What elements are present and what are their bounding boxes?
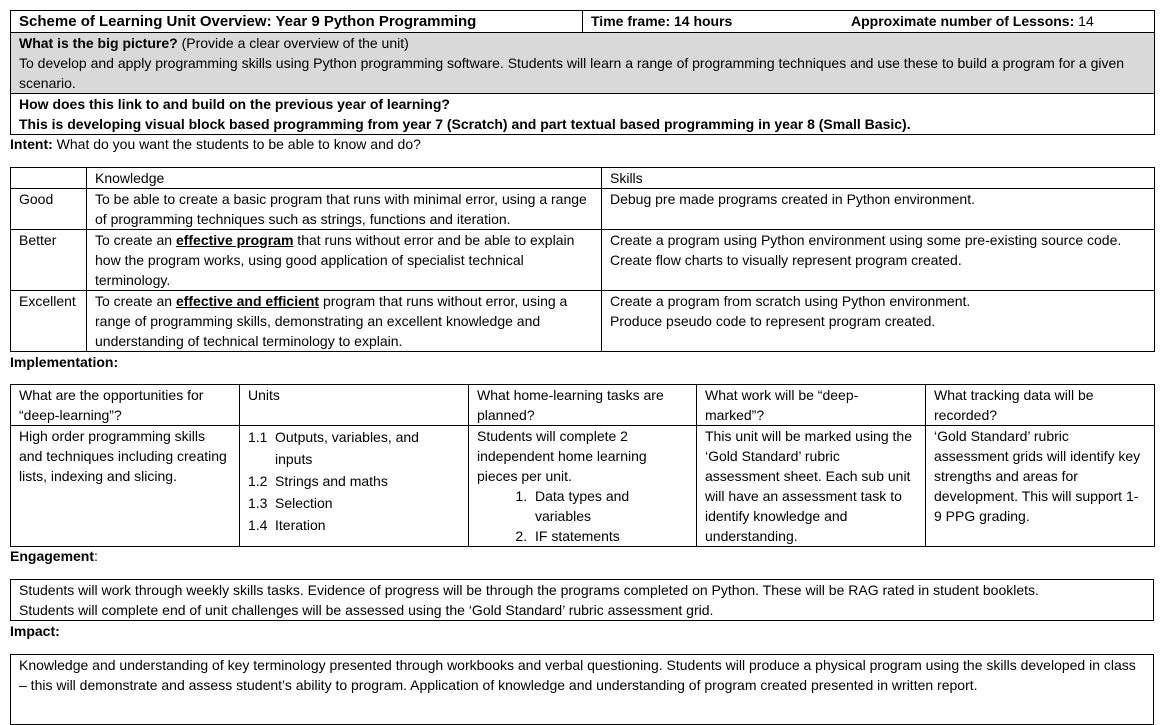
previous-question: How does this link to and build on the previous year of learning? xyxy=(19,96,450,112)
big-picture-cell xyxy=(11,33,1155,94)
previous-learning-cell xyxy=(11,94,1155,135)
header-deep-learning: What are the opportunities for “deep-learning”? xyxy=(11,385,240,426)
knowledge-emphasis: effective program xyxy=(175,232,294,248)
intent-corner xyxy=(11,168,87,189)
big-picture-note: (Provide a clear overview of the unit) xyxy=(181,35,409,51)
engagement-line: Students will complete end of unit challenges will be assessed using the ‘Gold Standard’ rubric assessment grid. xyxy=(19,602,714,618)
knowledge-cell xyxy=(87,189,602,230)
knowledge-header: Knowledge xyxy=(87,168,602,189)
knowledge-cell xyxy=(87,230,602,291)
unit-name: Iteration xyxy=(275,517,326,533)
header-home-learning: What home-learning tasks are planned? xyxy=(469,385,697,426)
home-learning-cell xyxy=(469,426,697,547)
knowledge-text: that runs without error and be able to explain how the program works, using good application of specialist technical terminology. xyxy=(95,232,575,288)
skills-cell xyxy=(602,189,1155,230)
skill-item: Create flow charts to visually represent program created. xyxy=(610,252,962,268)
home-learning-intro: Students will complete 2 independent home learning pieces per unit. xyxy=(477,428,647,484)
intent-row-better xyxy=(11,230,1155,291)
knowledge-text: To create an xyxy=(95,293,176,309)
intent-table xyxy=(10,167,1155,352)
big-picture-text: To develop and apply programming skills using Python programming software. Students will learn a range of programming techniques and use these to build a program for a given scenario. xyxy=(19,55,1125,91)
unit-number: 1.2 xyxy=(248,473,268,489)
unit-item xyxy=(248,470,460,492)
impact-heading: Impact: xyxy=(10,623,60,639)
intent-label: Intent: xyxy=(10,136,53,152)
knowledge-cell xyxy=(87,291,602,352)
knowledge-text: To create an xyxy=(95,232,176,248)
engagement-label: Engagement xyxy=(10,548,95,564)
big-picture-heading: What is the big picture? xyxy=(19,35,178,51)
skills-header: Skills xyxy=(602,168,1155,189)
unit-name: Outputs, variables, and inputs xyxy=(275,429,419,467)
engagement-colon: : xyxy=(94,548,98,564)
unit-item xyxy=(248,514,460,536)
engagement-cell xyxy=(11,580,1154,621)
home-learning-item: 2. IF statements xyxy=(531,526,688,546)
skill-item: Produce pseudo code to represent program created. xyxy=(610,313,936,329)
intent-question: What do you want the students to be able to know and do? xyxy=(56,136,421,152)
header-deep-marked: What work will be “deep-marked”? xyxy=(697,385,926,426)
intent-heading xyxy=(10,134,421,154)
skill-item: Create a program using Python environment using some pre-existing source code. xyxy=(610,232,1122,248)
level-label: Excellent xyxy=(11,291,87,352)
engagement-table xyxy=(10,579,1154,621)
engagement-heading xyxy=(10,546,98,566)
skills-cell xyxy=(602,230,1155,291)
timeframe-label: Time frame: 14 hours xyxy=(591,13,733,29)
lessons-value: 14 xyxy=(1078,13,1094,29)
deep-learning-cell: High order programming skills and techniques including creating lists, indexing and slicing. xyxy=(11,426,240,547)
skill-item: Create a program from scratch using Python environment. xyxy=(610,293,971,309)
tracking-cell: ‘Gold Standard’ rubric assessment grids will identify key strengths and areas for development. This will support 1-9 PPG grading. xyxy=(926,426,1155,547)
impact-table xyxy=(10,654,1154,725)
unit-name: Selection xyxy=(275,495,333,511)
level-label: Better xyxy=(11,230,87,291)
unit-number: 1.4 xyxy=(248,517,268,533)
header-table xyxy=(10,10,1155,135)
home-learning-item: 1. Data types and variables xyxy=(531,486,688,526)
units-list xyxy=(248,426,460,536)
intent-row-good xyxy=(11,189,1155,230)
knowledge-emphasis: effective and efficient xyxy=(175,293,320,309)
impact-cell: Knowledge and understanding of key terminology presented through workbooks and verbal questioning. Students will produce a physical program using the skills developed in class – this will demonstrate and assess student’s ability to program. Application of knowledge and understanding of program created presented in written report. xyxy=(11,655,1154,725)
skills-cell xyxy=(602,291,1155,352)
header-units: Units xyxy=(240,385,469,426)
level-label: Good xyxy=(11,189,87,230)
deep-marked-cell: This unit will be marked using the ‘Gold Standard’ rubric assessment sheet. Each sub unit will have an assessment task to identify knowledge and understanding. xyxy=(697,426,926,547)
lessons-label: Approximate number of Lessons: xyxy=(851,13,1075,29)
engagement-line: Students will work through weekly skills tasks. Evidence of progress will be through the programs completed on Python. These will be RAG rated in student booklets. xyxy=(19,582,1039,598)
skill-item: Debug pre made programs created in Python environment. xyxy=(610,191,975,207)
units-cell xyxy=(240,426,469,547)
knowledge-text: To be able to create a basic program that runs with minimal error, using a range of programming techniques such as strings, functions and iteration. xyxy=(95,191,587,227)
unit-number: 1.3 xyxy=(248,495,268,511)
home-learning-list xyxy=(477,486,688,546)
implementation-heading: Implementation: xyxy=(10,354,119,370)
previous-answer: This is developing visual block based programming from year 7 (Scratch) and part textual based programming in year 8 (Small Basic). xyxy=(19,116,911,132)
implementation-table xyxy=(10,384,1155,547)
unit-name: Strings and maths xyxy=(275,473,388,489)
timeframe-cell xyxy=(583,11,1155,33)
unit-item xyxy=(248,426,460,470)
knowledge-text: program that runs without error, using a range of programming skills, demonstrating an excellent knowledge and understanding of technical terminology to explain. xyxy=(95,293,568,349)
unit-item xyxy=(248,492,460,514)
document-title: Scheme of Learning Unit Overview: Year 9 Python Programming xyxy=(11,11,583,33)
unit-number: 1.1 xyxy=(248,429,268,445)
header-tracking: What tracking data will be recorded? xyxy=(926,385,1155,426)
intent-row-excellent xyxy=(11,291,1155,352)
